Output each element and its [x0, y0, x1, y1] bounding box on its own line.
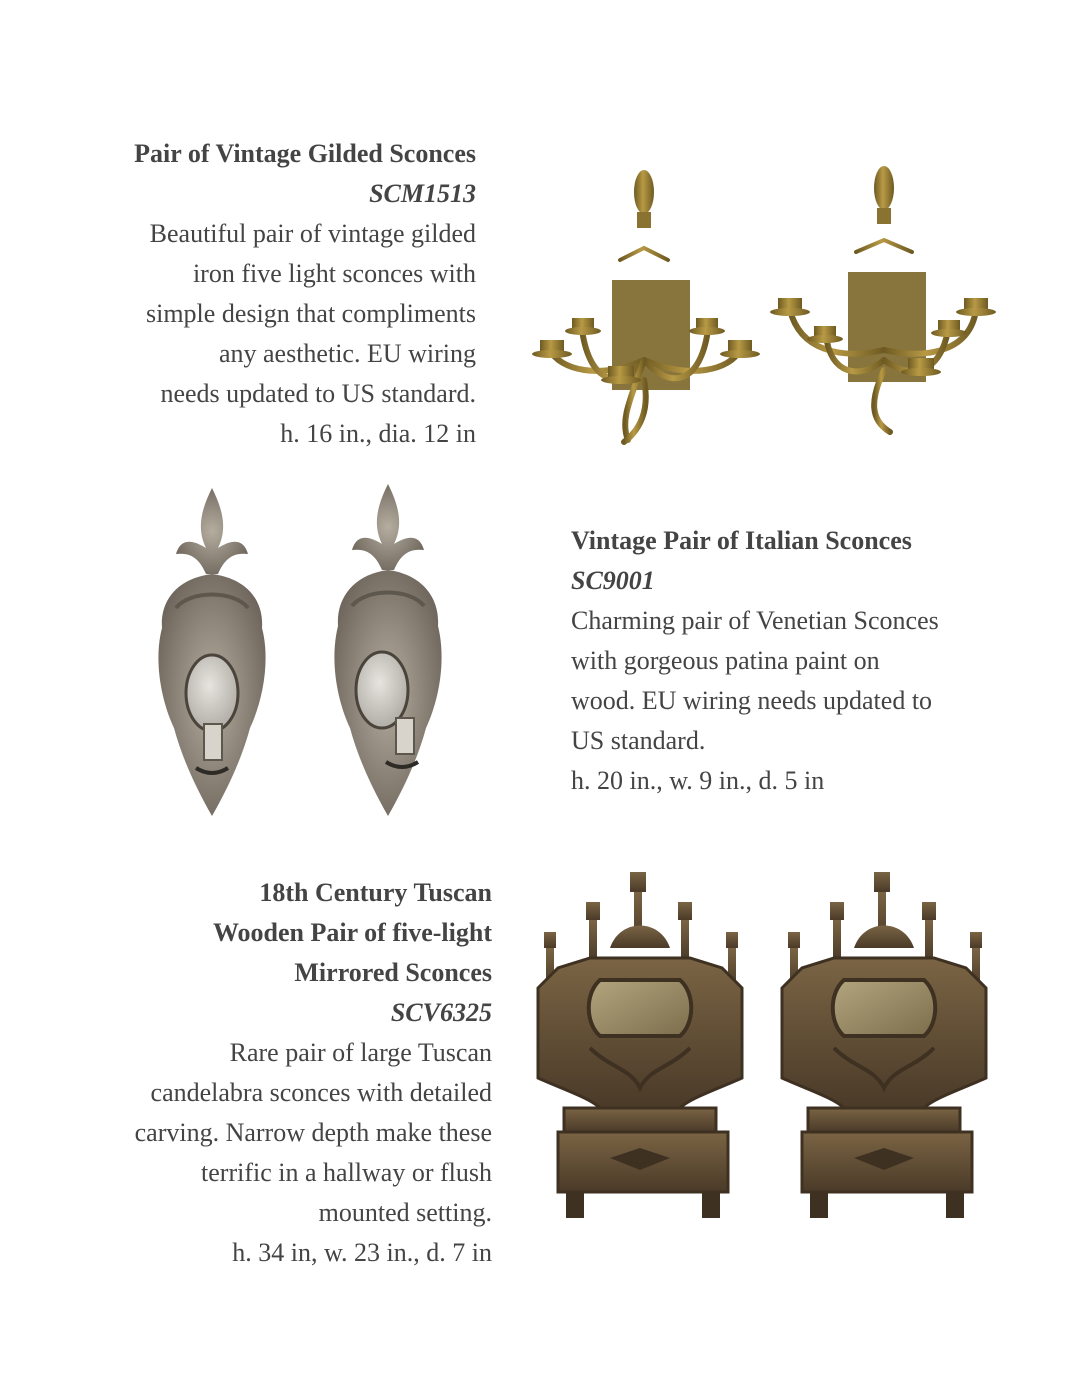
product-2-desc-line: with gorgeous patina paint on — [571, 646, 880, 675]
product-2-sku: SC9001 — [571, 566, 655, 595]
product-3-desc-line: terrific in a hallway or flush — [201, 1158, 492, 1187]
sconce-right — [770, 166, 996, 432]
product-2-text — [571, 521, 1031, 801]
sconce-left — [538, 872, 742, 1218]
product-3-title: Wooden Pair of five-light — [212, 918, 492, 947]
sconce-right — [334, 484, 441, 816]
product-3-text — [60, 873, 492, 1273]
product-1-text — [60, 134, 476, 454]
product-2-desc-line: US standard. — [571, 726, 706, 755]
product-2-dimensions: h. 20 in., w. 9 in., d. 5 in — [571, 766, 825, 795]
product-1-sku: SCM1513 — [369, 179, 476, 208]
product-1-photo — [520, 160, 1010, 450]
product-1-desc-line: any aesthetic. EU wiring — [218, 339, 476, 368]
product-2-photo — [140, 478, 480, 823]
product-1-title: Pair of Vintage Gilded Sconces — [134, 139, 476, 168]
product-3-desc-line: candelabra sconces with detailed — [150, 1078, 492, 1107]
product-3-sku: SCV6325 — [390, 998, 492, 1027]
sconce-right — [782, 872, 986, 1218]
product-1-desc-line: simple design that compliments — [145, 299, 476, 328]
product-1-desc-line: iron five light sconces with — [192, 259, 476, 288]
product-3-desc-line: Rare pair of large Tuscan — [229, 1038, 492, 1067]
product-1-dimensions: h. 16 in., dia. 12 in — [280, 419, 476, 448]
product-3-title: 18th Century Tuscan — [259, 878, 492, 907]
sconce-left — [532, 170, 760, 442]
product-2-desc-line: wood. EU wiring needs updated to — [571, 686, 933, 715]
sconce-left — [158, 488, 265, 816]
product-3-photo — [530, 858, 1010, 1230]
product-1-desc-line: needs updated to US standard. — [160, 379, 476, 408]
product-1-desc-line: Beautiful pair of vintage gilded — [149, 219, 476, 248]
product-2-title: Vintage Pair of Italian Sconces — [571, 526, 912, 555]
product-3-desc-line: carving. Narrow depth make these — [134, 1118, 492, 1147]
product-3-desc-line: mounted setting. — [318, 1198, 492, 1227]
product-3-dimensions: h. 34 in, w. 23 in., d. 7 in — [232, 1238, 492, 1267]
product-3-title: Mirrored Sconces — [294, 958, 492, 987]
product-2-desc-line: Charming pair of Venetian Sconces — [571, 606, 939, 635]
